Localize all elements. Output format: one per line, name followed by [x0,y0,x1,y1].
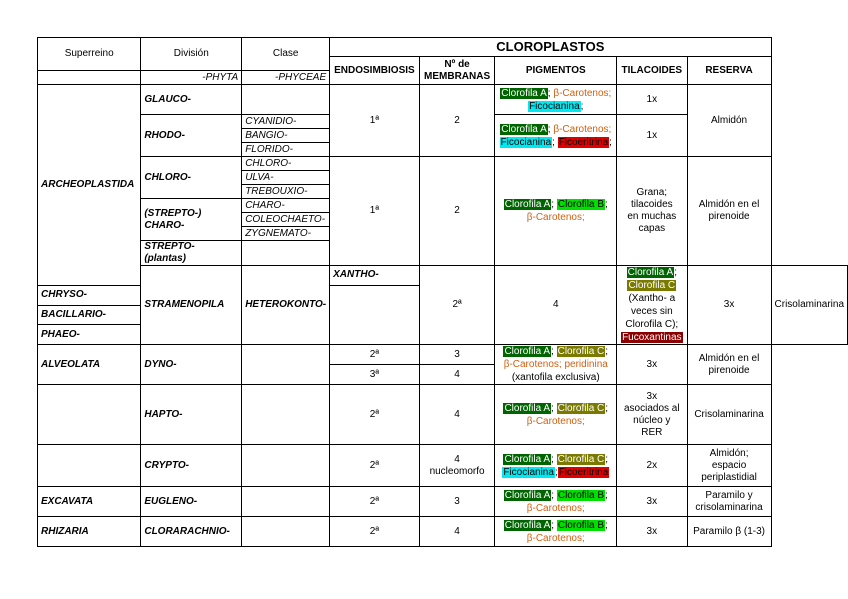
division-strepto-charo [141,199,242,241]
endo-alveolata-a: 2ª [330,345,420,365]
reserva-line: Almidón en el [698,199,760,210]
pigment-clorofila-c: Clorofila C [557,346,605,357]
cloroplastos-table [37,37,848,547]
tilacoides-rhizaria: 3x [617,517,688,547]
header-tilacoides: TILACOIDES [617,57,688,85]
pigment-sep: ; [551,199,555,210]
clase-chryso: CHRYSO- [38,285,141,305]
pigment-sep: ; [551,402,554,414]
pigment-clorofila-a: Clorofila A [501,87,547,99]
clase-trebouxio: TREBOUXIO- [242,185,330,199]
clase-crypto-empty [242,445,330,487]
endo-alveolata-b: 3ª [330,365,420,385]
pigment-clorofila-a: Clorofila A [504,199,551,210]
pigment-sep: ; [552,136,555,148]
mem-stramenopila: 4 [495,266,617,345]
pigmentos-glauco [495,85,617,115]
pigmentos-alveolata [495,345,617,385]
pigment-beta-carotenos: β-Carotenos; [526,212,585,223]
header-pigmentos: PIGMENTOS [495,57,617,85]
division-crypto: CRYPTO- [141,445,242,487]
pigmentos-crypto [495,445,617,487]
tilacoides-glauco: 1x [617,85,688,115]
endo-excavata: 2ª [330,487,420,517]
superreino-rhizaria: RHIZARIA [38,517,141,547]
mem-rhizaria: 4 [419,517,495,547]
mem-alveolata-b: 4 [419,365,495,385]
clase-eugleno-empty [242,487,330,517]
pigment-sep: ; [551,489,555,501]
clase-xantho: XANTHO- [330,266,420,286]
reserva-line: pirenoide [708,364,750,376]
division-hapto: HAPTO- [141,385,242,445]
pigment-clorofila-a: Clorofila A [504,519,551,531]
pigment-sep: ; [554,466,558,478]
pigment-clorofila-c: Clorofila C [557,402,605,414]
tilacoides-alveolata: 3x [617,345,688,385]
pigment-beta-carotenos: β-Carotenos; [526,502,585,514]
mem-chloro-group: 2 [419,157,495,266]
reserva-line: pirenoide [708,211,750,222]
header-superreino: Superreino [38,38,141,71]
suffix-clase: -PHYCEAE [242,71,330,85]
header-membranas-line1: Nº de [444,58,470,70]
clase-hapto-empty [242,385,330,445]
division-chloro: CHLORO- [141,157,242,199]
mem-rhodo-group: 2 [419,85,495,157]
reserva-alveolata [687,345,771,385]
mem-excavata: 3 [419,487,495,517]
reserva-hapto: Crisolaminarina [687,385,771,445]
clase-plantas-empty [242,241,330,266]
pigment-beta-carotenos: β-Carotenos; [553,123,612,135]
clase-glauco-empty [242,85,330,115]
pigment-ficocianina: Ficocianina [529,100,580,112]
tilacoides-line: 3x [646,390,658,402]
pigment-clorofila-a: Clorofila A [504,453,551,465]
clase-bacillario: BACILLARIO- [38,305,141,325]
pigment-sep: ; [547,123,551,135]
pigment-sep: ; [605,489,608,501]
header-empty [38,71,141,85]
mem-alveolata-a: 3 [419,345,495,365]
pigment-clorofila-b: Clorofila B [557,199,604,210]
pigment-fucoxantinas: Fucoxantinas [622,332,682,343]
pigment-sep: ; [551,453,554,465]
reserva-excavata [687,487,771,517]
header-division: División [141,38,242,71]
pigment-sep: ; [674,267,677,278]
pigment-clorofila-a: Clorofila A [501,123,547,135]
mem-crypto [419,445,495,487]
pigment-beta-carotenos: β-Carotenos; [553,87,612,99]
pigment-note: Clorofila C); [625,319,679,330]
reserva-almidon: Almidón [687,85,771,157]
reserva-line: Almidón en el [698,352,760,364]
pigment-sep: ; [551,519,555,531]
pigment-clorofila-a: Clorofila A [504,402,551,414]
pigment-clorofila-b: Clorofila B [557,489,604,501]
division-line: (STREPTO-) [144,207,202,219]
header-cloroplastos: CLOROPLASTOS [330,38,771,57]
pigment-clorofila-c: Clorofila C [628,280,676,291]
mem-hapto: 4 [419,385,495,445]
endo-stramenopila: 2ª [419,266,495,345]
clase-coleochaeto: COLEOCHAETO- [242,213,330,227]
tilacoides-line: núcleo y [633,414,671,426]
pigment-ficoeritrina: Ficoeritrina [558,466,609,478]
pigment-beta-carotenos: β-Carotenos; [526,532,585,544]
pigment-sep: ; [609,136,612,148]
pigment-sep: ; [551,346,554,357]
superreino-archeoplastida: ARCHEOPLASTIDA [38,85,141,286]
pigment-ficoeritrina: Ficoeritrina [558,136,609,148]
pigment-beta-carotenos: β-Carotenos; peridinina [503,359,608,370]
tilacoides-line: asociados al [624,402,680,414]
pigmentos-chloro [495,157,617,266]
pigment-xantofila: (xantofila exclusiva) [511,372,600,383]
division-clorarachnio: CLORARACHNIO- [141,517,242,547]
division-line: CHARO- [144,219,185,231]
endo-hapto: 2ª [330,385,420,445]
pigment-clorofila-a: Clorofila A [504,346,551,357]
tilacoides-grana [617,157,688,266]
division-eugleno: EUGLENO- [141,487,242,517]
reserva-almidon-pirenoide [687,157,771,266]
pigmentos-hapto [495,385,617,445]
clase-chloro: CHLORO- [242,157,330,171]
reserva-line: espacio [711,459,747,471]
clase-florido: FLORIDO- [242,143,330,157]
superreino-excavata: EXCAVATA [38,487,141,517]
reserva-line: Almidón; [709,447,749,459]
pigmentos-rhizaria [495,517,617,547]
clase-clorarachnio-empty [242,517,330,547]
header-endosimbiosis: ENDOSIMBIOSIS [330,57,420,85]
division-strepto-plantas: STREPTO- (plantas) [141,241,242,266]
pigment-clorofila-b: Clorofila B [557,519,604,531]
pigment-sep: ; [605,346,609,357]
clase-cyanidio: CYANIDIO- [242,115,330,129]
suffix-division: -PHYTA [141,71,242,85]
clase-zygnemato: ZYGNEMATO- [242,227,330,241]
tilacoides-rhodo: 1x [617,115,688,157]
clase-phaeo: PHAEO- [38,325,141,345]
reserva-line: Paramilo y [705,489,753,501]
division-glauco: GLAUCO- [141,85,242,115]
pigment-sep: ; [605,453,609,465]
endo-rhizaria: 2ª [330,517,420,547]
header-reserva: RESERVA [687,57,771,85]
pigmentos-stramenopila [617,266,688,345]
tilacoides-line: RER [641,426,663,438]
tilacoides-crypto: 2x [617,445,688,487]
pigment-ficocianina: Ficocianina [500,136,552,148]
pigment-ficocianina: Ficocianina [503,466,554,478]
superreino-hapto-empty [38,385,141,445]
pigment-sep: ; [580,100,584,112]
division-rhodo: RHODO- [141,115,242,157]
superreino-stramenopila: STRAMENOPILA [141,266,242,345]
tilacoides-excavata: 3x [617,487,688,517]
division-heterokonto: HETEROKONTO- [242,266,330,345]
mem-line: nucleomorfo [429,465,485,477]
endo-crypto: 2ª [330,445,420,487]
clase-dyno-empty [242,345,330,385]
reserva-line: periplastidial [701,471,757,483]
endo-rhodo-group: 1ª [330,85,420,157]
reserva-crypto [687,445,771,487]
pigment-note: (Xantho- a veces sin [628,293,676,317]
tilacoides-line: en muchas [627,211,677,222]
pigment-sep: ; [605,199,608,210]
tilacoides-stramenopila: 3x [687,266,771,345]
reserva-stramenopila: Crisolaminarina [771,266,847,345]
clase-bangio: BANGIO- [242,129,330,143]
clase-charo: CHARO- [242,199,330,213]
header-membranas [419,57,495,85]
superreino-crypto-empty [38,445,141,487]
clase-ulva: ULVA- [242,171,330,185]
pigment-sep: ; [547,87,551,99]
reserva-line: crisolaminarina [695,501,763,513]
superreino-alveolata: ALVEOLATA [38,345,141,385]
pigment-clorofila-a: Clorofila A [504,489,551,501]
pigment-sep: ; [605,402,609,414]
tilacoides-hapto [617,385,688,445]
pigment-beta-carotenos: β-Carotenos; [526,415,585,427]
division-dyno: DYNO- [141,345,242,385]
pigment-clorofila-a: Clorofila A [627,267,674,278]
pigment-sep: ; [605,519,608,531]
mem-line: 4 [454,453,460,465]
tilacoides-line: capas [638,223,666,234]
pigment-clorofila-c: Clorofila C [557,453,605,465]
tilacoides-line: tilacoides [630,199,673,210]
pigmentos-rhodo [495,115,617,157]
reserva-rhizaria: Paramilo β (1-3) [687,517,771,547]
header-membranas-line2: MEMBRANAS [424,70,491,82]
pigmentos-excavata [495,487,617,517]
tilacoides-line: Grana; [636,187,668,198]
cloroplastos-table-container [37,37,848,547]
endo-chloro-group: 1ª [330,157,420,266]
header-clase: Clase [242,38,330,71]
